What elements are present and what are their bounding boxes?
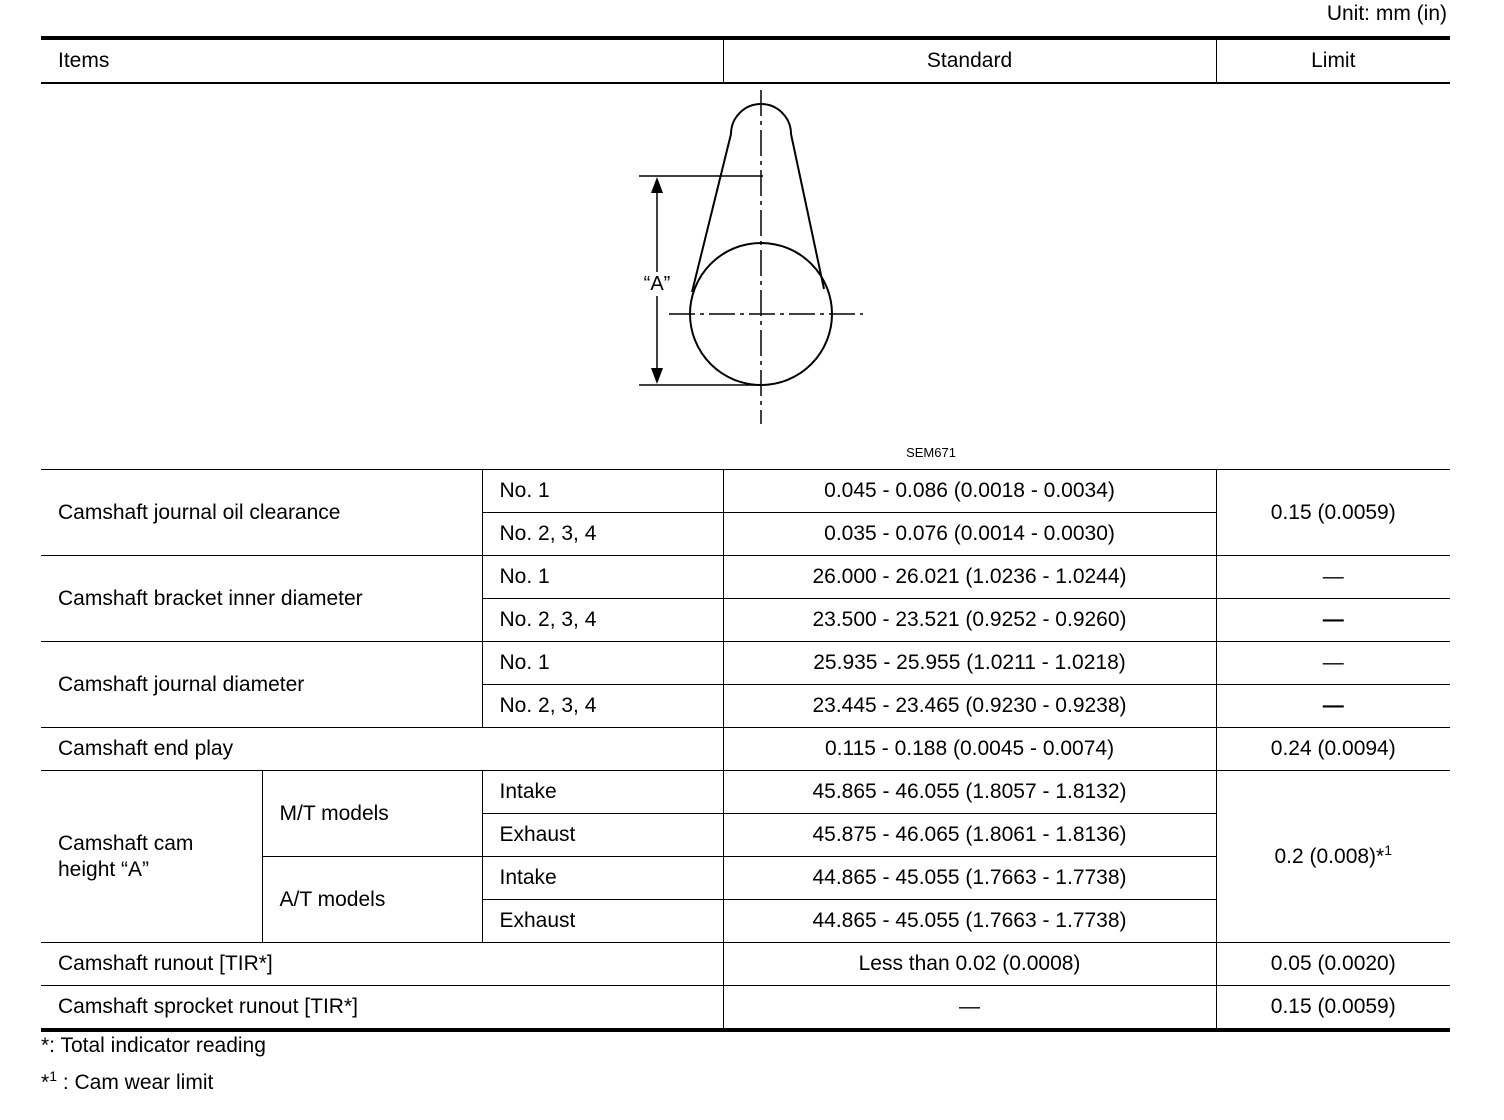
bracket-no234-limit: — (1216, 599, 1450, 642)
cam-flank-right (791, 134, 824, 289)
end-play-standard: 0.115 - 0.188 (0.0045 - 0.0074) (723, 728, 1216, 771)
dimension-label-a: “A” (643, 273, 671, 295)
at-intake-label: Intake (482, 857, 723, 900)
camshaft-spec-table (41, 36, 1450, 1032)
mt-models-label: M/T models (262, 771, 482, 857)
sprocket-runout-limit: 0.15 (0.0059) (1216, 986, 1450, 1031)
table-row (41, 986, 1450, 1031)
dimension-arrow-bottom (651, 368, 663, 384)
mt-exhaust-standard: 45.875 - 46.065 (1.8061 - 1.8136) (723, 814, 1216, 857)
journal-no1-standard: 0.045 - 0.086 (0.0018 - 0.0034) (723, 470, 1216, 513)
footnote-cam-wear (41, 1070, 213, 1096)
cam-flank-left (692, 134, 731, 292)
cam-lobe-drawing (41, 84, 1450, 469)
at-exhaust-label: Exhaust (482, 900, 723, 943)
sprocket-runout-standard: — (723, 986, 1216, 1031)
bracket-no234-standard: 23.500 - 23.521 (0.9252 - 0.9260) (723, 599, 1216, 642)
table-header-row (41, 38, 1450, 83)
footnote-tir: *: Total indicator reading (41, 1034, 266, 1057)
end-play-limit: 0.24 (0.0094) (1216, 728, 1450, 771)
journal-dia-no1-label: No. 1 (482, 642, 723, 685)
table-row (41, 728, 1450, 771)
item-runout: Camshaft runout [TIR*] (41, 943, 723, 986)
bracket-no1-limit: — (1216, 556, 1450, 599)
item-sprocket-runout: Camshaft sprocket runout [TIR*] (41, 986, 723, 1031)
item-end-play: Camshaft end play (41, 728, 723, 771)
journal-no1-label: No. 1 (482, 470, 723, 513)
at-models-label: A/T models (262, 857, 482, 943)
journal-dia-no1-standard: 25.935 - 25.955 (1.0211 - 1.0218) (723, 642, 1216, 685)
journal-dia-no234-limit: — (1216, 685, 1450, 728)
table-row (41, 771, 1450, 814)
header-items: Items (41, 38, 723, 83)
unit-label: Unit: mm (in) (1326, 2, 1447, 25)
header-standard: Standard (723, 38, 1216, 83)
cam-height-line1: Camshaft cam (58, 831, 194, 855)
at-intake-standard: 44.865 - 45.055 (1.7663 - 1.7738) (723, 857, 1216, 900)
runout-standard: Less than 0.02 (0.0008) (723, 943, 1216, 986)
journal-clearance-limit: 0.15 (0.0059) (1216, 470, 1450, 556)
journal-no234-label: No. 2, 3, 4 (482, 513, 723, 556)
footnote-cam-text: : Cam wear limit (56, 1071, 214, 1094)
table-row (41, 556, 1450, 599)
mt-exhaust-label: Exhaust (482, 814, 723, 857)
cam-lobe-diagram (41, 84, 1450, 469)
item-journal-clearance: Camshaft journal oil clearance (41, 470, 482, 556)
cam-height-limit-value: 0.2 (0.008)* (1274, 844, 1385, 868)
journal-no234-standard: 0.035 - 0.076 (0.0014 - 0.0030) (723, 513, 1216, 556)
journal-dia-no234-standard: 23.445 - 23.465 (0.9230 - 0.9238) (723, 685, 1216, 728)
footnote-cam-star: * (41, 1071, 50, 1094)
cam-height-limit (1216, 771, 1450, 943)
cam-height-line2: height “A” (58, 857, 150, 881)
table-row (41, 470, 1450, 513)
journal-dia-no1-limit: — (1216, 642, 1450, 685)
figure-code: SEM671 (906, 445, 956, 460)
item-journal-diameter: Camshaft journal diameter (41, 642, 482, 728)
table-row (41, 642, 1450, 685)
mt-intake-label: Intake (482, 771, 723, 814)
bracket-no1-label: No. 1 (482, 556, 723, 599)
item-cam-height (41, 771, 262, 943)
bracket-no234-label: No. 2, 3, 4 (482, 599, 723, 642)
dimension-arrow-top (651, 177, 663, 193)
cam-height-limit-sup: 1 (1384, 841, 1393, 858)
header-limit: Limit (1216, 38, 1450, 83)
at-exhaust-standard: 44.865 - 45.055 (1.7663 - 1.7738) (723, 900, 1216, 943)
table-row (41, 943, 1450, 986)
item-bracket-diameter: Camshaft bracket inner diameter (41, 556, 482, 642)
runout-limit: 0.05 (0.0020) (1216, 943, 1450, 986)
journal-dia-no234-label: No. 2, 3, 4 (482, 685, 723, 728)
bracket-no1-standard: 26.000 - 26.021 (1.0236 - 1.0244) (723, 556, 1216, 599)
footnote-cam-sup: 1 (49, 1068, 57, 1084)
figure-row (41, 83, 1450, 470)
mt-intake-standard: 45.865 - 46.055 (1.8057 - 1.8132) (723, 771, 1216, 814)
